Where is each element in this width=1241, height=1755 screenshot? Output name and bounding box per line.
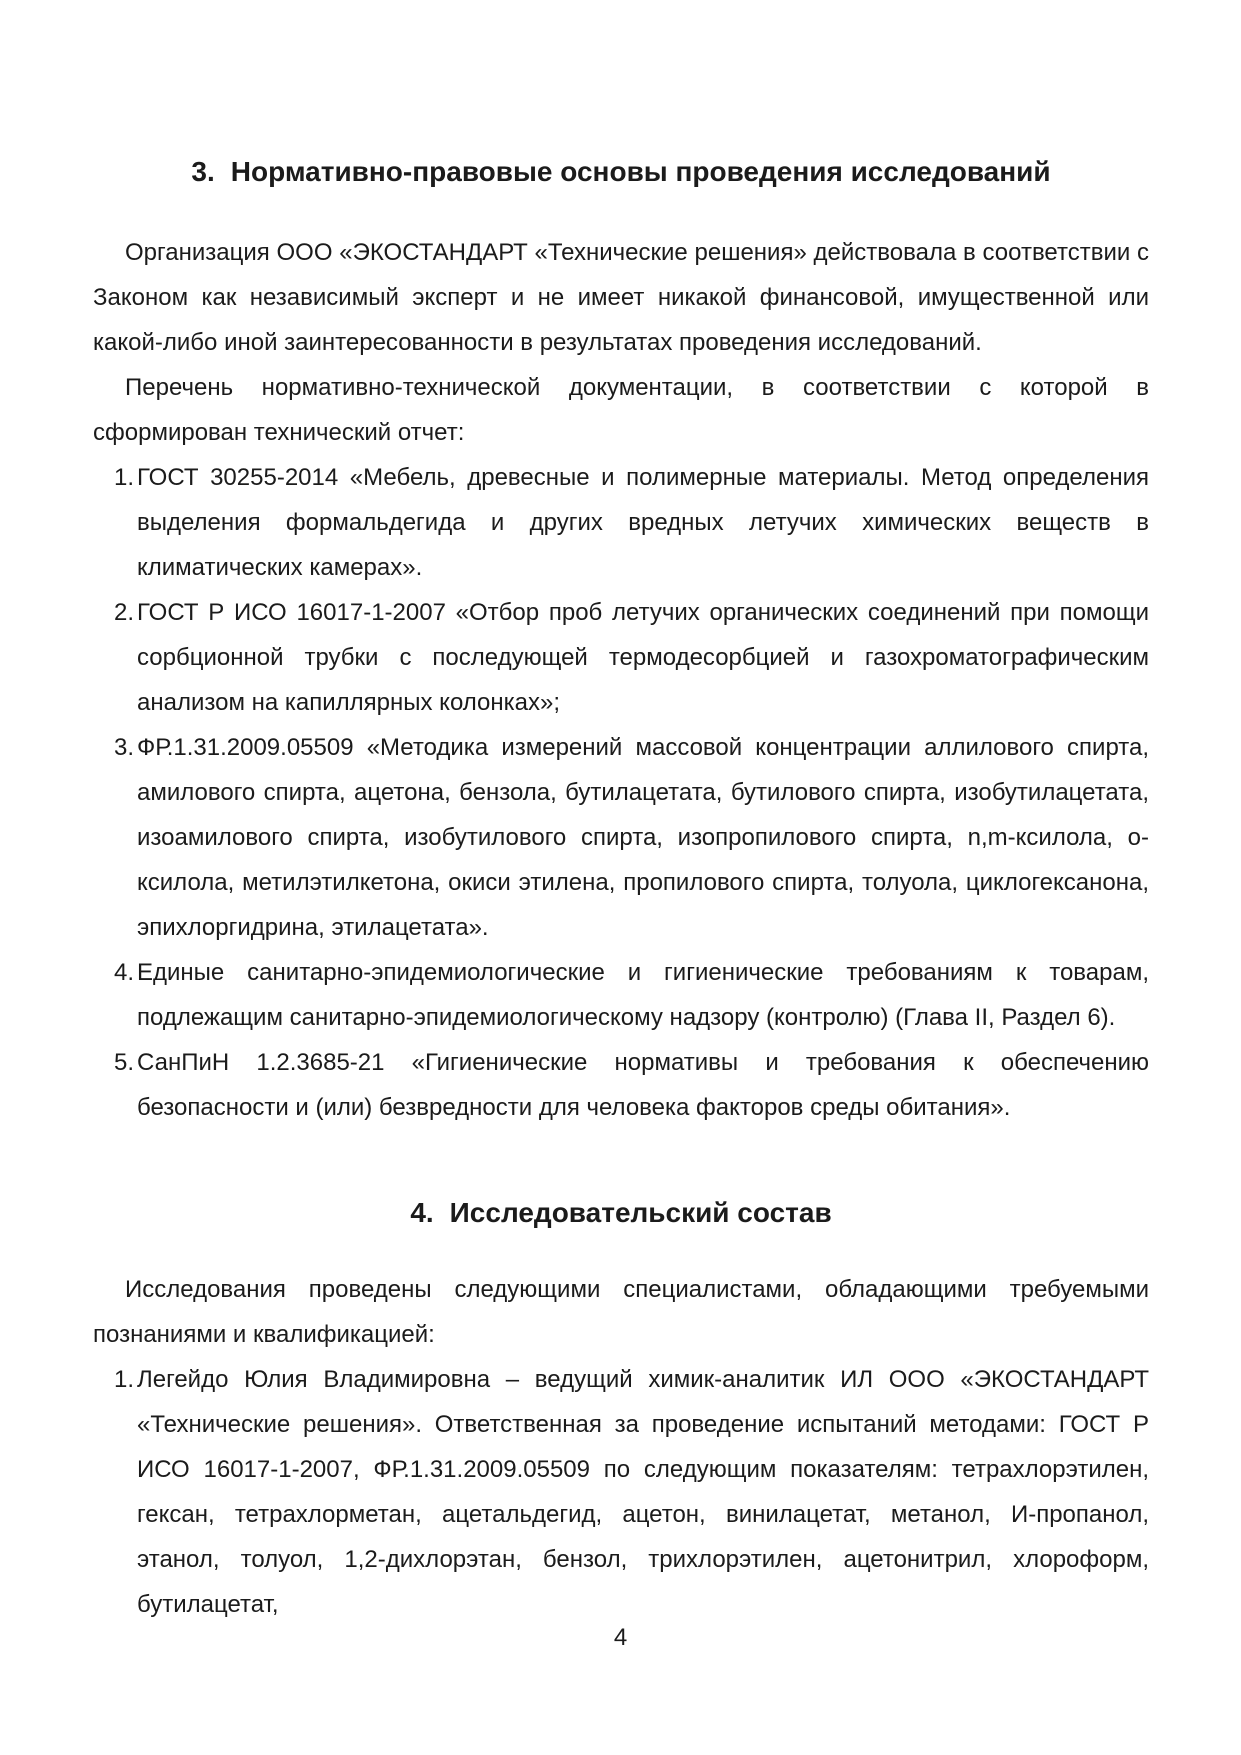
list-item-gost-30255 [93, 455, 1149, 590]
list-item-number: 2. [114, 599, 135, 626]
list-item-text: ГОСТ 30255-2014 «Мебель, древесные и полимерные материалы. Метод определения выделения формальдегида и других вредных летучих химических веществ в климатических камерах». [137, 464, 1149, 581]
section-normative-basis [93, 149, 1149, 1130]
list-item-text: Легейдо Юлия Владимировна – ведущий химик-аналитик ИЛ ООО «ЭКОСТАНДАРТ «Технические решения». Ответственная за проведение испытаний методами: ГОСТ Р ИСО 16017-1-2007, ФР.1.31.2009.05509 по следующим показателям: тетрахлорэтилен, гексан, тетрахлорметан, ацетальдегид, ацетон, винилацетат, метанол, И-пропанол, этанол, толуол, 1,2-дихлорэтан, бензол, трихлорэтилен, ацетонитрил, хлороформ, бутилацетат, [137, 1366, 1149, 1618]
list-item-text: СанПиН 1.2.3685-21 «Гигиенические нормативы и требования к обеспечению безопасности и (или) безвредности для человека факторов среды обитания». [137, 1049, 1149, 1121]
list-item-gost-r-iso-16017 [93, 590, 1149, 725]
page-number: 4 [613, 1624, 628, 1651]
list-item-number: 5. [114, 1049, 135, 1076]
list-item-text: Единые санитарно-эпидемиологические и гигиенические требованиям к товарам, подлежащим санитарно-эпидемиологическому надзору (контролю) (Глава II, Раздел 6). [137, 959, 1149, 1031]
list-item-fr-method [93, 725, 1149, 950]
section-4-title: Исследовательский состав [449, 1197, 832, 1228]
list-item-unified-requirements [93, 950, 1149, 1040]
list-item-number: 4. [114, 959, 135, 986]
section-research-staff [93, 1190, 1149, 1627]
list-item-number: 1. [114, 1366, 135, 1393]
section-3-heading [93, 149, 1149, 194]
list-item-text: ФР.1.31.2009.05509 «Методика измерений массовой концентрации аллилового спирта, амилового спирта, ацетона, бензола, бутилацетата, бутилового спирта, изобутилацетата, изоамилового спирта, изобутилового спирта, изопропилового спирта, n,m-ксилола, о-ксилола, метилэтилкетона, окиси этилена, пропилового спирта, толуола, циклогексанона, эпихлоргидрина, этилацетата». [137, 734, 1149, 941]
section-4-number: 4. [410, 1197, 434, 1228]
list-item-number: 3. [114, 734, 135, 761]
section-3-title: Нормативно-правовые основы проведения исследований [230, 156, 1051, 187]
section-4-heading [93, 1190, 1149, 1235]
list-item-text: ГОСТ Р ИСО 16017-1-2007 «Отбор проб летучих органических соединений при помощи сорбционной трубки с последующей термодесорбцией и газохроматографическим анализом на капиллярных колонках»; [137, 599, 1149, 716]
list-item-sanpin [93, 1040, 1149, 1130]
section-3-paragraph-1: Организация ООО «ЭКОСТАНДАРТ «Технические решения» действовала в соответствии с Законом как независимый эксперт и не имеет никакой финансовой, имущественной или какой-либо иной заинтересованности в результатах проведения исследований. [93, 239, 1149, 356]
list-item-number: 1. [114, 464, 135, 491]
section-4-paragraph-1: Исследования проведены следующими специалистами, обладающими требуемыми познаниями и квалификацией: [93, 1276, 1149, 1348]
specialists-list [93, 1357, 1149, 1627]
section-3-paragraph-2: Перечень нормативно-технической документации, в соответствии с которой в сформирован технический отчет: [93, 374, 1149, 446]
section-3-number: 3. [191, 156, 215, 187]
list-item-specialist [93, 1357, 1149, 1627]
normative-documents-list [93, 455, 1149, 1130]
page-footer [0, 1615, 1241, 1660]
